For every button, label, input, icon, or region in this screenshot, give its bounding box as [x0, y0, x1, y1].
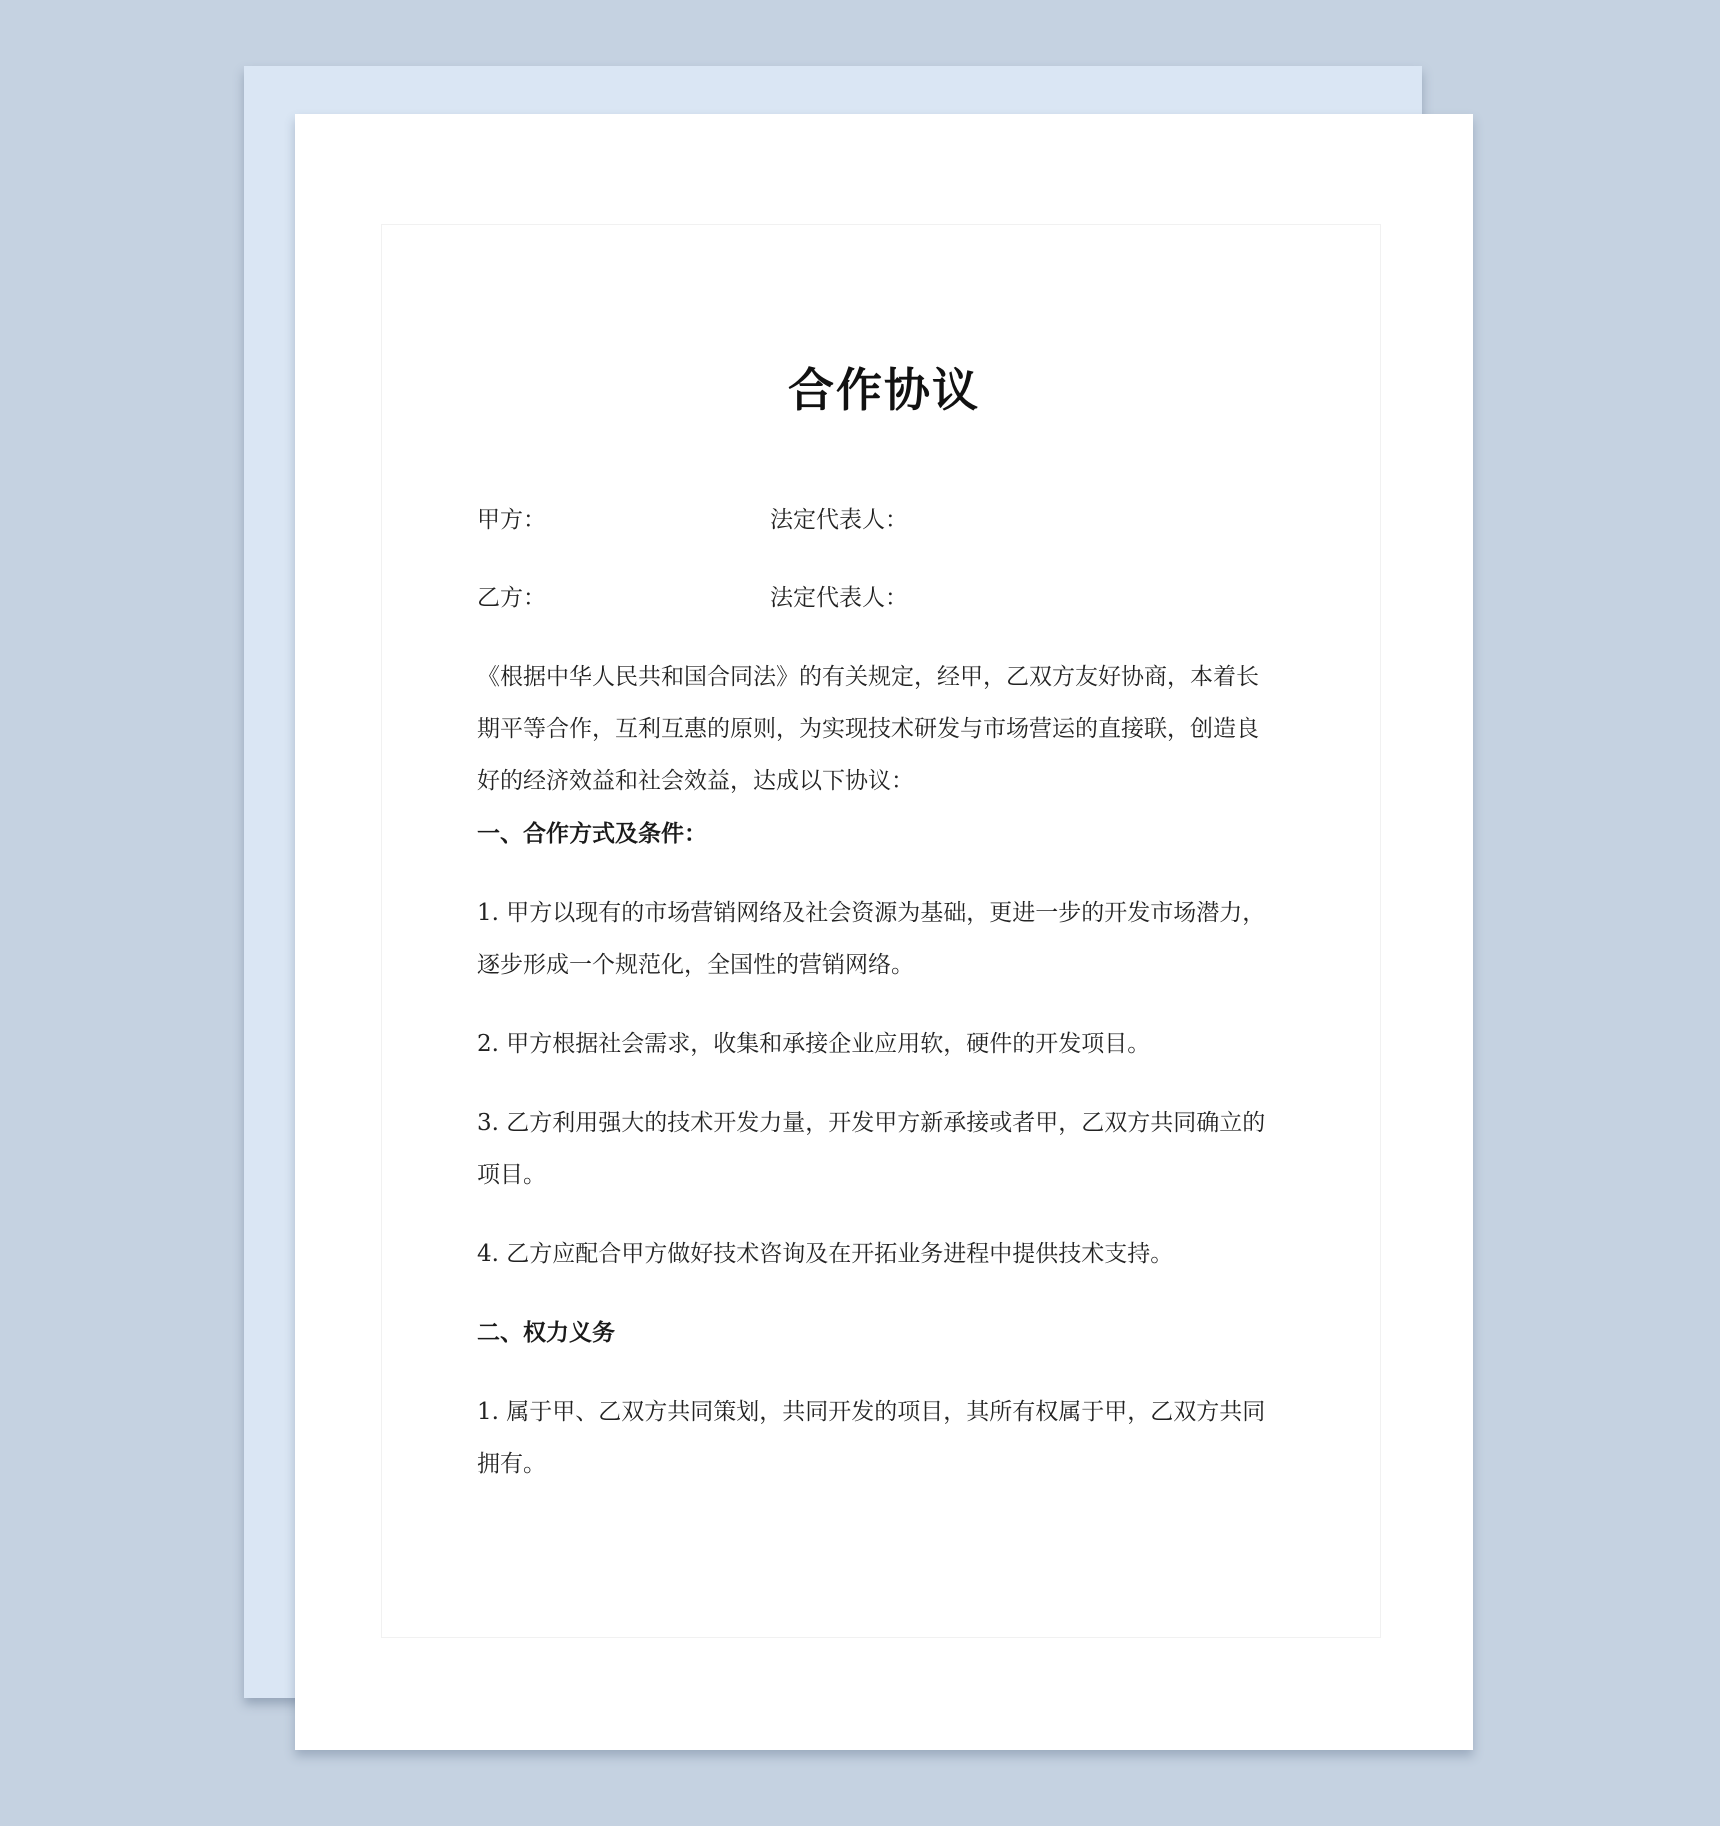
paragraph-line: 拥有。: [477, 1451, 546, 1477]
intro-line: 《根据中华人民共和国合同法》的有关规定，经甲，乙双方友好协商，本着长: [477, 664, 1259, 690]
party-a-representative-label: 法定代表人：: [770, 507, 908, 533]
section-1-heading: 一、合作方式及条件：: [477, 820, 707, 847]
paragraph-line: 2. 甲方根据社会需求，收集和承接企业应用软，硬件的开发项目。: [477, 1031, 1151, 1057]
section-1-item-1: [477, 887, 1287, 991]
intro-line: 期平等合作，互利互惠的原则，为实现技术研发与市场营运的直接联，创造良: [477, 716, 1259, 742]
section-1-item-4: [477, 1228, 1287, 1280]
intro-paragraph: [477, 651, 1287, 807]
document-title: 合作协议: [788, 363, 980, 417]
front-paper-sheet: [295, 114, 1473, 1750]
section-2-item-1: [477, 1386, 1287, 1490]
party-b-representative-label: 法定代表人：: [770, 585, 908, 611]
paragraph-line: 1. 甲方以现有的市场营销网络及社会资源为基础，更进一步的开发市场潜力，: [477, 900, 1266, 926]
section-1-item-2: [477, 1018, 1287, 1070]
paragraph-line: 项目。: [477, 1162, 546, 1188]
section-2-heading: 二、权力义务: [477, 1319, 615, 1346]
party-a-label: 甲方：: [477, 507, 546, 533]
section-1-item-3: [477, 1097, 1287, 1201]
party-b-label: 乙方：: [477, 585, 546, 611]
paragraph-line: 1. 属于甲、乙双方共同策划，共同开发的项目，其所有权属于甲，乙双方共同: [477, 1399, 1266, 1425]
paragraph-line: 4. 乙方应配合甲方做好技术咨询及在开拓业务进程中提供技术支持。: [477, 1241, 1174, 1267]
paragraph-line: 3. 乙方利用强大的技术开发力量，开发甲方新承接或者甲，乙双方共同确立的: [477, 1110, 1266, 1136]
paragraph-line: 逐步形成一个规范化，全国性的营销网络。: [477, 952, 914, 978]
intro-line: 好的经济效益和社会效益，达成以下协议：: [477, 768, 914, 794]
